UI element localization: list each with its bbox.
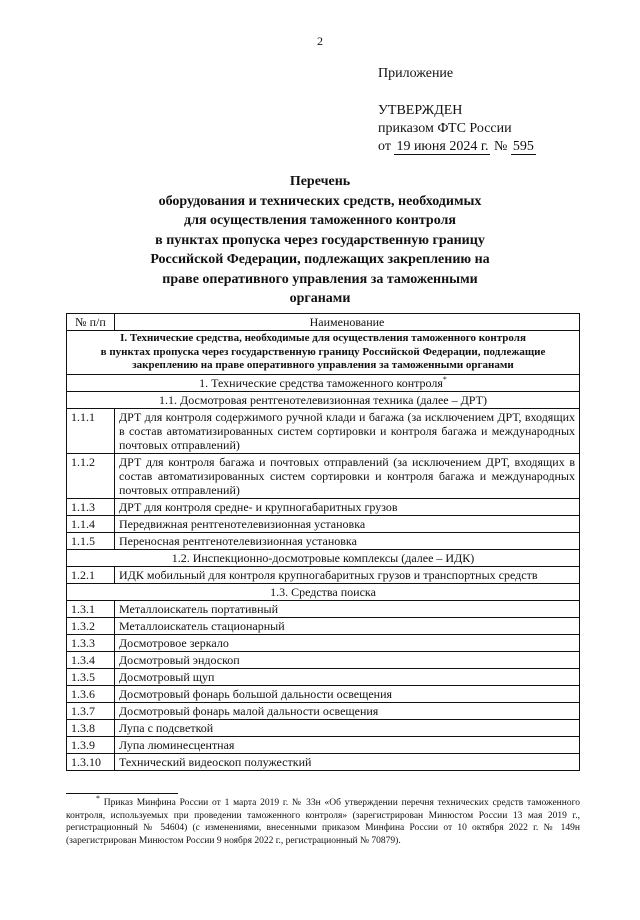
group-title-text: 1. Технические средства таможенного контроля	[199, 375, 443, 390]
table-row	[67, 408, 580, 453]
table-header-row	[67, 314, 580, 331]
approved-label: УТВЕРЖДЕН	[378, 103, 463, 118]
order-by: приказом ФТС России	[378, 121, 512, 136]
title-line: органами	[289, 291, 351, 306]
row-num: 1.3.8	[67, 719, 115, 736]
title-line: Российской Федерации, подлежащих закреплению на	[150, 252, 490, 267]
row-name: ДРТ для контроля средне- и крупногабаритных грузов	[115, 498, 580, 515]
order-number: 595	[512, 139, 534, 154]
row-name: ДРТ для контроля багажа и почтовых отправлений (за исключением ДРТ, входящих в состав автоматизированных систем сортировки и контроля багажа и международных почтовых отправлений)	[115, 453, 580, 498]
table-row	[67, 498, 580, 515]
row-name: Металлоискатель стационарный	[115, 617, 580, 634]
title-line: для осуществления таможенного контроля	[184, 213, 456, 228]
subgroup-title: 1.1. Досмотровая рентгенотелевизионная техника (далее – ДРТ)	[67, 391, 580, 408]
table-row	[67, 566, 580, 583]
row-name: ДРТ для контроля содержимого ручной клади и багажа (за исключением ДРТ, входящих в состав автоматизированных систем сортировки и контроля багажа и международных почтовых отправлений)	[115, 408, 580, 453]
row-name: Металлоискатель портативный	[115, 600, 580, 617]
row-num: 1.3.9	[67, 736, 115, 753]
row-num: 1.1.2	[67, 453, 115, 498]
group-row	[67, 374, 580, 391]
row-num: 1.3.1	[67, 600, 115, 617]
table-row	[67, 668, 580, 685]
row-num: 1.1.5	[67, 532, 115, 549]
subgroup-row	[67, 583, 580, 600]
date-prefix: от	[378, 139, 391, 154]
section-title	[67, 331, 580, 375]
row-name: Лупа с подсветкой	[115, 719, 580, 736]
row-name: Досмотровое зеркало	[115, 634, 580, 651]
table-row	[67, 753, 580, 770]
row-name: ИДК мобильный для контроля крупногабаритных грузов и транспортных средств	[115, 566, 580, 583]
header-num: № п/п	[67, 314, 115, 331]
row-name: Лупа люминесцентная	[115, 736, 580, 753]
table-row	[67, 719, 580, 736]
row-num: 1.1.4	[67, 515, 115, 532]
row-num: 1.3.4	[67, 651, 115, 668]
row-name: Передвижная рентгенотелевизионная установка	[115, 515, 580, 532]
subgroup-title: 1.2. Инспекционно-досмотровые комплексы (далее – ИДК)	[67, 549, 580, 566]
table-row	[67, 651, 580, 668]
table-row	[67, 515, 580, 532]
section-title-line: в пунктах пропуска через государственную границу Российской Федерации, подлежащие	[100, 345, 546, 358]
row-num: 1.3.10	[67, 753, 115, 770]
section-row	[67, 331, 580, 375]
row-name: Досмотровый щуп	[115, 668, 580, 685]
number-sign: №	[493, 139, 508, 154]
order-date-line	[378, 138, 536, 156]
subgroup-row	[67, 549, 580, 566]
row-num: 1.3.3	[67, 634, 115, 651]
title-line: оборудования и технических средств, необходимых	[158, 193, 482, 209]
table-row	[67, 702, 580, 719]
equipment-table	[66, 313, 580, 771]
footnote-ref: *	[442, 374, 447, 384]
section-title-line: I. Технические средства, необходимые для осуществления таможенного контроля	[120, 332, 526, 344]
table-row	[67, 685, 580, 702]
footnote-divider	[66, 793, 178, 794]
row-name: Досмотровый фонарь большой дальности освещения	[115, 685, 580, 702]
footnote	[66, 793, 580, 847]
title-line: в пунктах пропуска через государственную границу	[155, 232, 485, 248]
page-number: 2	[317, 34, 323, 48]
row-num: 1.3.7	[67, 702, 115, 719]
table-row	[67, 453, 580, 498]
section-title-line: закреплению на праве оперативного управления за таможенными органами	[132, 359, 514, 371]
table-row	[67, 532, 580, 549]
row-name: Досмотровый эндоскоп	[115, 651, 580, 668]
row-num: 1.3.5	[67, 668, 115, 685]
title-line: праве оперативного управления за таможенными	[162, 271, 478, 287]
row-num: 1.3.2	[67, 617, 115, 634]
approval-block	[378, 102, 536, 156]
order-date: 19 июня 2024 г.	[396, 139, 489, 154]
row-name: Технический видеоскоп полужесткий	[115, 753, 580, 770]
row-num: 1.1.1	[67, 408, 115, 453]
appendix-label: Приложение	[378, 66, 454, 81]
subgroup-row	[67, 391, 580, 408]
table-row	[67, 736, 580, 753]
document-title	[100, 172, 540, 309]
subgroup-title: 1.3. Средства поиска	[67, 583, 580, 600]
title-line: Перечень	[289, 174, 351, 189]
header-name: Наименование	[115, 314, 580, 331]
row-num: 1.1.3	[67, 498, 115, 515]
row-num: 1.3.6	[67, 685, 115, 702]
table-row	[67, 617, 580, 634]
row-name: Досмотровый фонарь малой дальности освещения	[115, 702, 580, 719]
row-num: 1.2.1	[67, 566, 115, 583]
footnote-text: Приказ Минфина России от 1 марта 2019 г. № 33н «Об утверждении перечня технических средств таможенного контроля, используемых при проведении таможенного контроля» (зарегистрирован Минюстом России 13 мая 2019 г., регистрационный № 54604) (с изменениями, внесенными приказом Минфина России от 10 октября 2022 г. № 149н (зарегистрирован Минюстом России 9 ноября 2022 г., регистрационный № 70879).	[66, 798, 580, 846]
row-name: Переносная рентгенотелевизионная установка	[115, 532, 580, 549]
footnote-mark: *	[96, 793, 100, 803]
table-row	[67, 600, 580, 617]
group-title	[67, 374, 580, 391]
table-row	[67, 634, 580, 651]
